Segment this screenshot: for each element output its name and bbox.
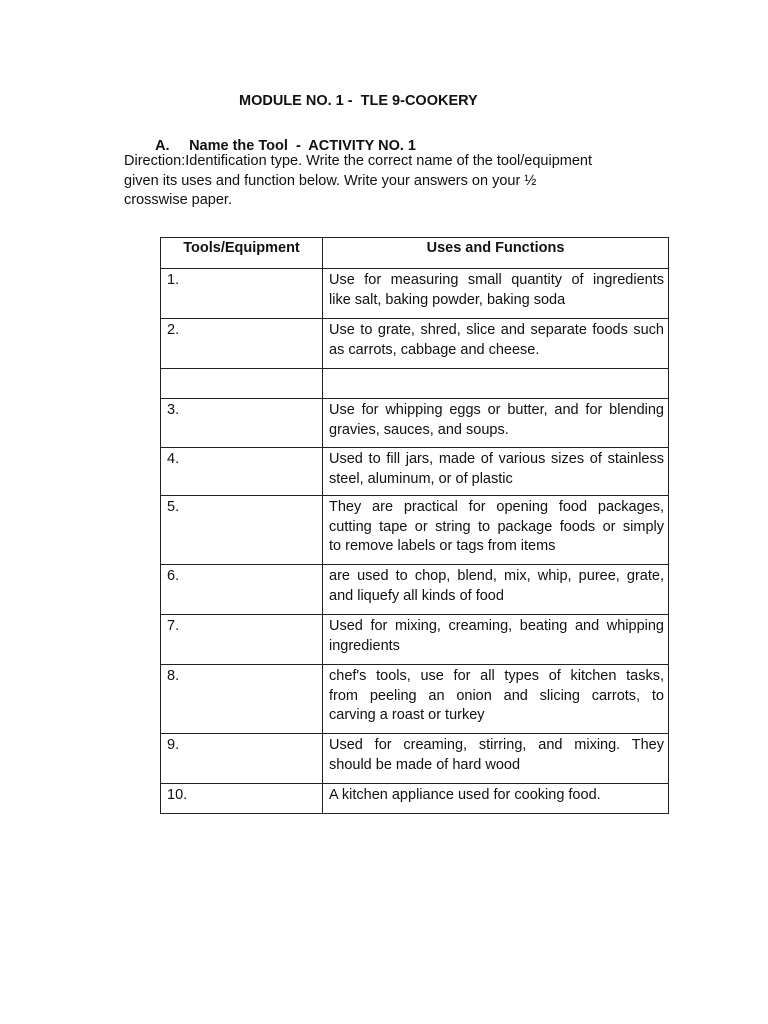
description-line: cutting tape or string to package foods or simply <box>329 518 664 535</box>
item-number: 3. <box>161 399 323 448</box>
description-line: Use to grate, shred, slice and separate foods such <box>329 322 664 338</box>
section-letter: A. <box>155 138 170 154</box>
table-row <box>161 269 669 319</box>
table-row <box>161 615 669 665</box>
item-number: 8. <box>161 665 323 734</box>
direction-line: crosswise paper. <box>124 192 232 208</box>
item-use-description <box>323 734 669 784</box>
description-line: A kitchen appliance used for cooking food. <box>329 787 601 803</box>
item-number: 10. <box>161 784 323 814</box>
table-row <box>161 319 669 369</box>
item-use-description <box>323 369 669 399</box>
item-number: 2. <box>161 319 323 369</box>
header-tools-equipment: Tools/Equipment <box>161 238 323 269</box>
table-row <box>161 369 669 399</box>
item-number: 9. <box>161 734 323 784</box>
header-uses-functions: Uses and Functions <box>323 238 669 269</box>
description-line: Used for creaming, stirring, and mixing. They <box>329 737 664 753</box>
direction-line: given its uses and function below. Write your answers on your ½ <box>124 172 537 189</box>
direction-line: Direction:Identification type. Write the correct name of the tool/equipment <box>124 153 593 169</box>
table-row <box>161 448 669 496</box>
item-number: 1. <box>161 269 323 319</box>
tools-table <box>160 237 669 814</box>
module-title: MODULE NO. 1 - TLE 9-COOKERY <box>239 93 478 109</box>
description-line: and liquefy all kinds of food <box>329 587 504 604</box>
section-title: Name the Tool - ACTIVITY NO. 1 <box>189 138 416 154</box>
table-row <box>161 784 669 814</box>
table-row <box>161 565 669 615</box>
item-use-description <box>323 448 669 496</box>
description-line: from peeling an onion and slicing carrots, to <box>329 687 664 704</box>
description-line: carving a roast or turkey <box>329 707 485 723</box>
description-line: as carrots, cabbage and cheese. <box>329 341 540 358</box>
item-use-description <box>323 615 669 665</box>
description-line: chef's tools, use for all types of kitchen tasks, <box>329 668 664 684</box>
item-number: 5. <box>161 496 323 565</box>
item-number: 4. <box>161 448 323 496</box>
item-use-description <box>323 665 669 734</box>
description-line: to remove labels or tags from items <box>329 538 556 554</box>
table-row <box>161 665 669 734</box>
description-line: Use for whipping eggs or butter, and for blending <box>329 402 664 418</box>
table-row <box>161 399 669 448</box>
direction-text <box>124 152 624 211</box>
item-use-description <box>323 269 669 319</box>
description-line: like salt, baking powder, baking soda <box>329 291 566 308</box>
item-use-description <box>323 565 669 615</box>
description-line: Use for measuring small quantity of ingredients <box>329 272 664 288</box>
item-use-description <box>323 496 669 565</box>
item-use-description <box>323 784 669 814</box>
table-row <box>161 496 669 565</box>
description-line: ingredients <box>329 637 400 654</box>
table-header-row <box>161 238 669 269</box>
description-line: Used to fill jars, made of various sizes of stainless <box>329 451 664 467</box>
description-line: They are practical for opening food packages, <box>329 499 664 515</box>
item-number: 7. <box>161 615 323 665</box>
description-line: Used for mixing, creaming, beating and whipping <box>329 618 664 634</box>
activity-heading <box>147 122 416 154</box>
description-line: steel, aluminum, or of plastic <box>329 470 513 487</box>
item-number <box>161 369 323 399</box>
description-line: are used to chop, blend, mix, whip, puree, grate, <box>329 568 664 584</box>
item-use-description <box>323 319 669 369</box>
item-use-description <box>323 399 669 448</box>
table-row <box>161 734 669 784</box>
description-line: should be made of hard wood <box>329 756 521 773</box>
item-number: 6. <box>161 565 323 615</box>
description-line: gravies, sauces, and soups. <box>329 421 509 438</box>
